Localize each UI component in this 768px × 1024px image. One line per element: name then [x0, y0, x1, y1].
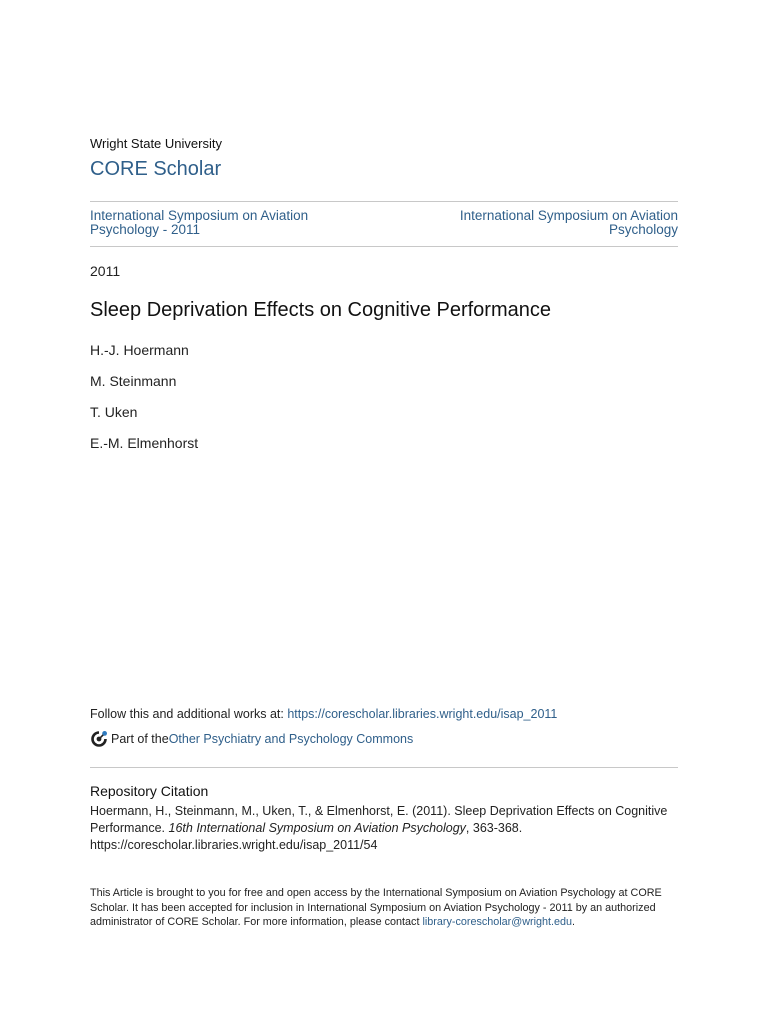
- repository-link[interactable]: CORE Scholar: [90, 158, 222, 180]
- author-3: T. Uken: [90, 404, 138, 420]
- institution-name: Wright State University: [90, 136, 222, 151]
- divider-citation: [90, 767, 678, 768]
- citation-heading: Repository Citation: [90, 783, 209, 799]
- follow-line: [90, 707, 557, 721]
- divider-top: [90, 201, 678, 202]
- contact-email-link[interactable]: library-corescholar@wright.edu: [422, 916, 573, 929]
- collection-url-link[interactable]: https://corescholar.libraries.wright.edu/isap_2011: [287, 707, 558, 721]
- publication-year: 2011: [90, 263, 121, 279]
- commons-link[interactable]: Other Psychiatry and Psychology Commons: [168, 732, 414, 746]
- article-title: Sleep Deprivation Effects on Cognitive Performance: [90, 299, 551, 321]
- part-of-prefix: Part of the: [111, 732, 169, 746]
- author-1: H.-J. Hoermann: [90, 342, 189, 358]
- network-commons-icon: [90, 730, 108, 748]
- part-of-line: [90, 730, 413, 748]
- citation-venue: 16th International Symposium on Aviation Psychology: [168, 821, 466, 835]
- citation-text: [90, 803, 678, 854]
- citation-body: Hoermann, H., Steinmann, M., Uken, T., & Elmenhorst, E. (2011). Sleep Deprivation Effects on Cognitive Performance.: [90, 804, 668, 835]
- citation-pages: , 363-368.: [465, 821, 523, 835]
- author-4: E.-M. Elmenhorst: [90, 435, 199, 451]
- divider-bottom: [90, 246, 678, 247]
- notice-text: This Article is brought to you for free and open access by the International Symposium on Aviation Psychology at CORE Scholar. It has been accepted for inclusion in International Symposium on Aviation Psychology - 2011 by an authorized administrator of CORE Scholar. For more information, please contact: [90, 887, 662, 929]
- access-notice: [90, 886, 680, 930]
- notice-end: .: [572, 916, 576, 929]
- follow-prefix: Follow this and additional works at:: [90, 707, 288, 721]
- author-2: M. Steinmann: [90, 373, 177, 389]
- breadcrumb-series[interactable]: International Symposium on Aviation Psychology: [459, 208, 678, 237]
- breadcrumb-series-2011[interactable]: International Symposium on Aviation Psychology - 2011: [90, 208, 309, 237]
- citation-url: https://corescholar.libraries.wright.edu/isap_2011/54: [90, 838, 378, 852]
